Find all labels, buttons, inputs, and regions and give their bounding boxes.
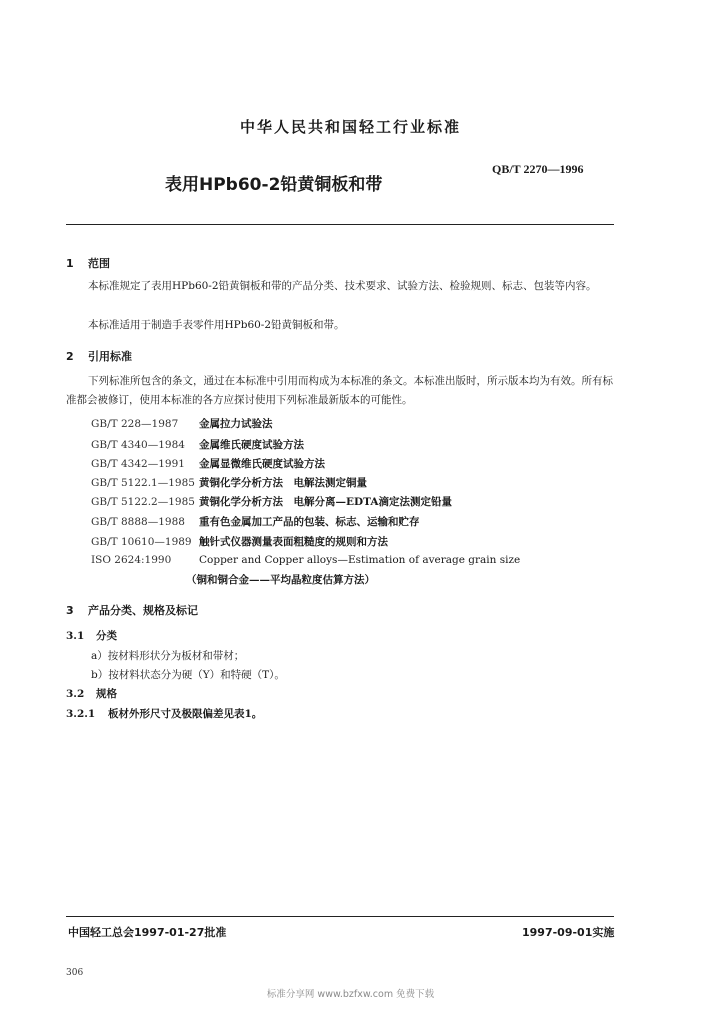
- section-2-heading: [66, 348, 132, 364]
- section-3-heading: [66, 602, 198, 618]
- subsection-3-2-heading: [66, 686, 117, 701]
- reference-item: [91, 534, 388, 549]
- subsection-title: 分类: [96, 630, 117, 642]
- reference-code: GB/T 5122.1—1985: [91, 477, 195, 489]
- reference-item: [91, 456, 325, 471]
- section-number: 3: [66, 604, 74, 617]
- reference-name: 触针式仪器测量表面粗糙度的规则和方法: [199, 536, 388, 548]
- standard-category-title: 中华人民共和国轻工行业标准: [239, 118, 461, 136]
- reference-translation: （铜和铜合金——平均晶粒度估算方法）: [186, 574, 375, 586]
- reference-name: 金属显微维氏硬度试验方法: [199, 458, 325, 470]
- section-1-heading: [66, 255, 110, 271]
- reference-item: [91, 437, 304, 452]
- reference-code: ISO 2624:1990: [91, 554, 172, 566]
- approval-date: 中国轻工总会1997-01-27批准: [68, 926, 227, 939]
- watermark: 标准分享网 www.bzfxw.com 免费下载: [266, 989, 435, 1000]
- section-title: 产品分类、规格及标记: [88, 604, 198, 617]
- section-1-paragraph-2: [66, 316, 614, 335]
- reference-code: GB/T 4340—1984: [91, 439, 185, 451]
- section-number: 1: [66, 257, 74, 270]
- paragraph-text: 下列标准所包含的条文，通过在本标准中引用而构成为本标准的条文。本标准出版时，所示版本均为有效。所有标准都会被修订，使用本标准的各方应探讨使用下列标准最新版本的可能性。: [66, 375, 613, 406]
- reference-code: GB/T 228—1987: [91, 418, 179, 430]
- reference-name: 重有色金属加工产品的包装、标志、运输和贮存: [199, 516, 420, 528]
- reference-item: [91, 416, 273, 431]
- section-title: 引用标准: [88, 350, 132, 363]
- reference-item: [91, 475, 367, 490]
- reference-code: GB/T 10610—1989: [91, 536, 192, 548]
- subsection-text: 板材外形尺寸及极限偏差见表1。: [108, 708, 263, 720]
- paragraph-text: 本标准规定了表用HPb60-2铅黄铜板和带的产品分类、技术要求、试验方法、检验规则、标志、包装等内容。: [88, 280, 597, 292]
- list-item: a）按材料形状分为板材和带材；: [91, 650, 245, 662]
- subsection-number: 3.2.1: [66, 708, 96, 720]
- reference-item: [91, 514, 420, 529]
- subsection-3-2-1: [66, 706, 262, 721]
- reference-code: GB/T 8888—1988: [91, 516, 185, 528]
- reference-code: GB/T 4342—1991: [91, 458, 185, 470]
- subsection-title: 规格: [96, 688, 117, 700]
- subsection-number: 3.2: [66, 688, 85, 700]
- implementation-date: 1997-09-01实施: [522, 926, 615, 939]
- section-1-paragraph-1: [66, 277, 614, 296]
- footer-rule: [66, 916, 614, 917]
- reference-name: 黄铜化学分析方法 电解分离—EDTA滴定法测定铅量: [199, 496, 452, 508]
- reference-name: 金属拉力试验法: [199, 418, 273, 430]
- reference-item: [91, 554, 520, 566]
- list-item: b）按材料状态分为硬（Y）和特硬（T）。: [91, 669, 285, 681]
- reference-name: Copper and Copper alloys—Estimation of average grain size: [199, 554, 521, 566]
- paragraph-text: 本标准适用于制造手表零件用HPb60-2铅黄铜板和带。: [88, 319, 345, 331]
- subsection-number: 3.1: [66, 630, 85, 642]
- section-2-paragraph: [66, 372, 614, 410]
- reference-name: 金属维氏硬度试验方法: [199, 439, 304, 451]
- section-number: 2: [66, 350, 74, 363]
- reference-name: 黄铜化学分析方法 电解法测定铜量: [199, 477, 367, 489]
- standard-code: QB/T 2270—1996: [492, 162, 584, 176]
- reference-code: GB/T 5122.2—1985: [91, 496, 195, 508]
- section-title: 范围: [88, 257, 110, 270]
- header-rule: [66, 224, 614, 225]
- subsection-3-1-heading: [66, 628, 117, 643]
- reference-item: [91, 494, 452, 509]
- document-title: 表用HPb60-2铅黄铜板和带: [165, 175, 383, 195]
- page-number: 306: [66, 968, 84, 978]
